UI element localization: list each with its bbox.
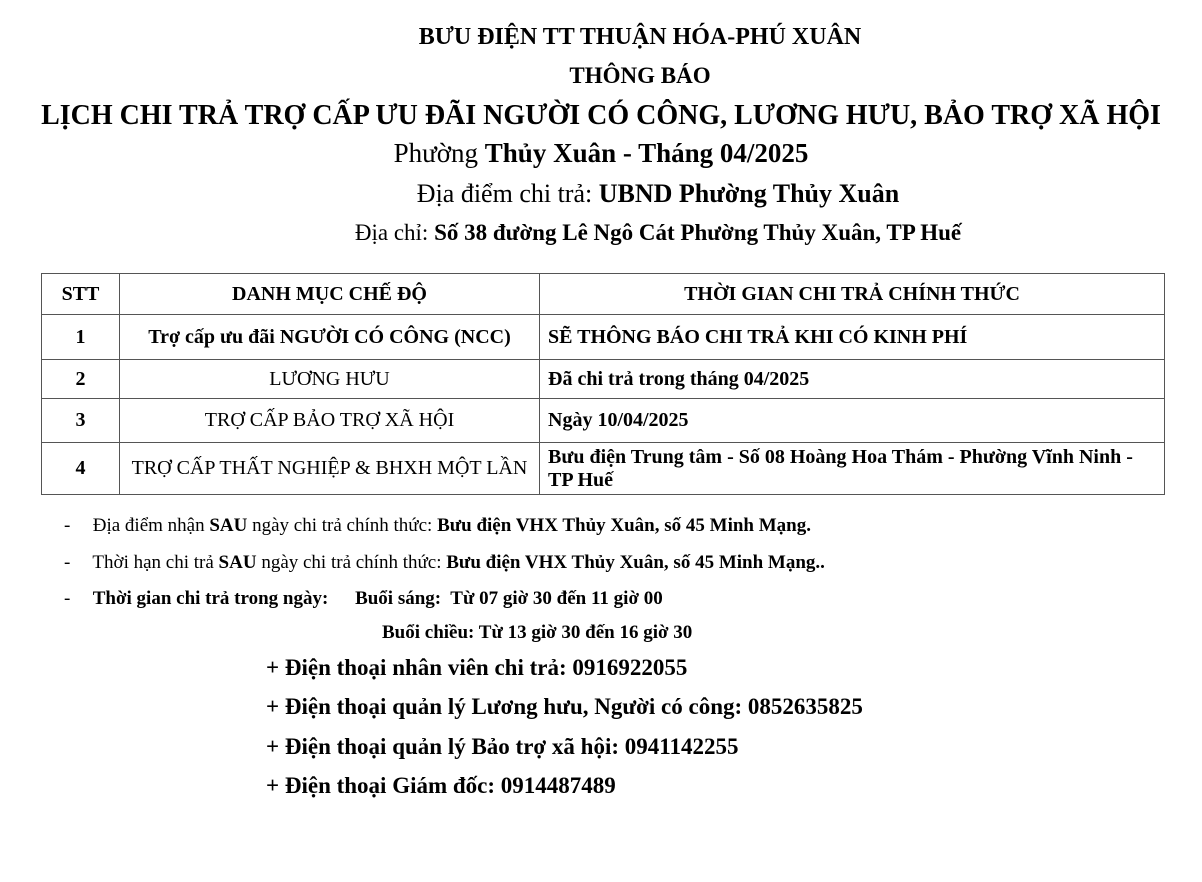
row-payment-time: Ngày 10/04/2025 <box>540 399 1165 443</box>
row-category: TRỢ CẤP BẢO TRỢ XÃ HỘI <box>120 399 540 443</box>
phone-pension-manager: + Điện thoại quản lý Lương hưu, Người có công: 0852635825 <box>266 694 863 719</box>
table-row <box>42 360 1165 399</box>
payment-location-line <box>0 179 1202 209</box>
address-line <box>0 220 1202 246</box>
address-value: Số 38 đường Lê Ngô Cát Phường Thủy Xuân, TP Huế <box>434 220 962 245</box>
phone-director: + Điện thoại Giám đốc: 0914487489 <box>266 773 616 798</box>
document-title: LỊCH CHI TRẢ TRỢ CẤP ƯU ĐÃI NGƯỜI CÓ CÔNG, LƯƠNG HƯU, BẢO TRỢ XÃ HỘI <box>41 100 1161 131</box>
header-category: DANH MỤC CHẾ ĐỘ <box>120 274 540 315</box>
row-stt: 2 <box>42 360 120 399</box>
row-payment-time: Đã chi trả trong tháng 04/2025 <box>540 360 1165 399</box>
note-text: Địa điểm nhận <box>92 515 205 536</box>
bullet-dash: - <box>64 588 71 609</box>
morning-hours: Buổi sáng: Từ 07 giờ 30 đến 11 giờ 00 <box>355 588 663 609</box>
organization-name: BƯU ĐIỆN TT THUẬN HÓA-PHÚ XUÂN <box>418 24 862 50</box>
ward-month-line <box>0 138 1202 169</box>
note-text: Thời hạn chi trả <box>92 552 214 573</box>
afternoon-hours: Buổi chiều: Từ 13 giờ 30 đến 16 giờ 30 <box>382 622 693 643</box>
table-row <box>42 443 1165 495</box>
table-row <box>42 399 1165 443</box>
table-header-row <box>42 274 1165 315</box>
row-category: LƯƠNG HƯU <box>120 360 540 399</box>
payment-location-value: UBND Phường Thủy Xuân <box>598 179 900 208</box>
notice-label: THÔNG BÁO <box>569 63 711 88</box>
phone-social-protection-manager: + Điện thoại quản lý Bảo trợ xã hội: 0941142255 <box>266 734 739 759</box>
row-category: TRỢ CẤP THẤT NGHIỆP & BHXH MỘT LẦN <box>120 443 540 495</box>
row-payment-time: SẼ THÔNG BÁO CHI TRẢ KHI CÓ KINH PHÍ <box>540 315 1165 360</box>
note-emphasis: SAU <box>218 552 257 573</box>
row-stt: 4 <box>42 443 120 495</box>
payment-schedule-table <box>41 273 1165 495</box>
note-receiving-location <box>64 515 811 537</box>
row-category: Trợ cấp ưu đãi NGƯỜI CÓ CÔNG (NCC) <box>120 315 540 360</box>
address-label: Địa chỉ: <box>354 220 429 245</box>
phone-payment-staff: + Điện thoại nhân viên chi trả: 0916922055 <box>266 655 688 680</box>
ward-month: Thủy Xuân - Tháng 04/2025 <box>484 138 809 168</box>
bullet-dash: - <box>64 552 71 573</box>
note-value: Bưu điện VHX Thủy Xuân, số 45 Minh Mạng. <box>437 515 811 536</box>
header-payment-time: THỜI GIAN CHI TRẢ CHÍNH THỨC <box>540 274 1165 315</box>
note-emphasis: SAU <box>209 515 248 536</box>
note-text: ngày chi trả chính thức: <box>252 515 433 536</box>
note-daily-hours <box>64 588 663 610</box>
note-value: Bưu điện VHX Thủy Xuân, số 45 Minh Mạng.. <box>446 552 825 573</box>
row-stt: 3 <box>42 399 120 443</box>
row-payment-time: Bưu điện Trung tâm - Số 08 Hoàng Hoa Thám - Phường Vĩnh Ninh - TP Huế <box>540 443 1165 495</box>
note-label: Thời gian chi trả trong ngày: <box>92 588 329 609</box>
row-stt: 1 <box>42 315 120 360</box>
bullet-dash: - <box>64 515 71 536</box>
ward-prefix: Phường <box>393 138 479 168</box>
table-row <box>42 315 1165 360</box>
header-stt: STT <box>42 274 120 315</box>
note-text: ngày chi trả chính thức: <box>261 552 442 573</box>
note-payment-deadline <box>64 552 825 574</box>
payment-location-label: Địa điểm chi trả: <box>416 179 593 208</box>
